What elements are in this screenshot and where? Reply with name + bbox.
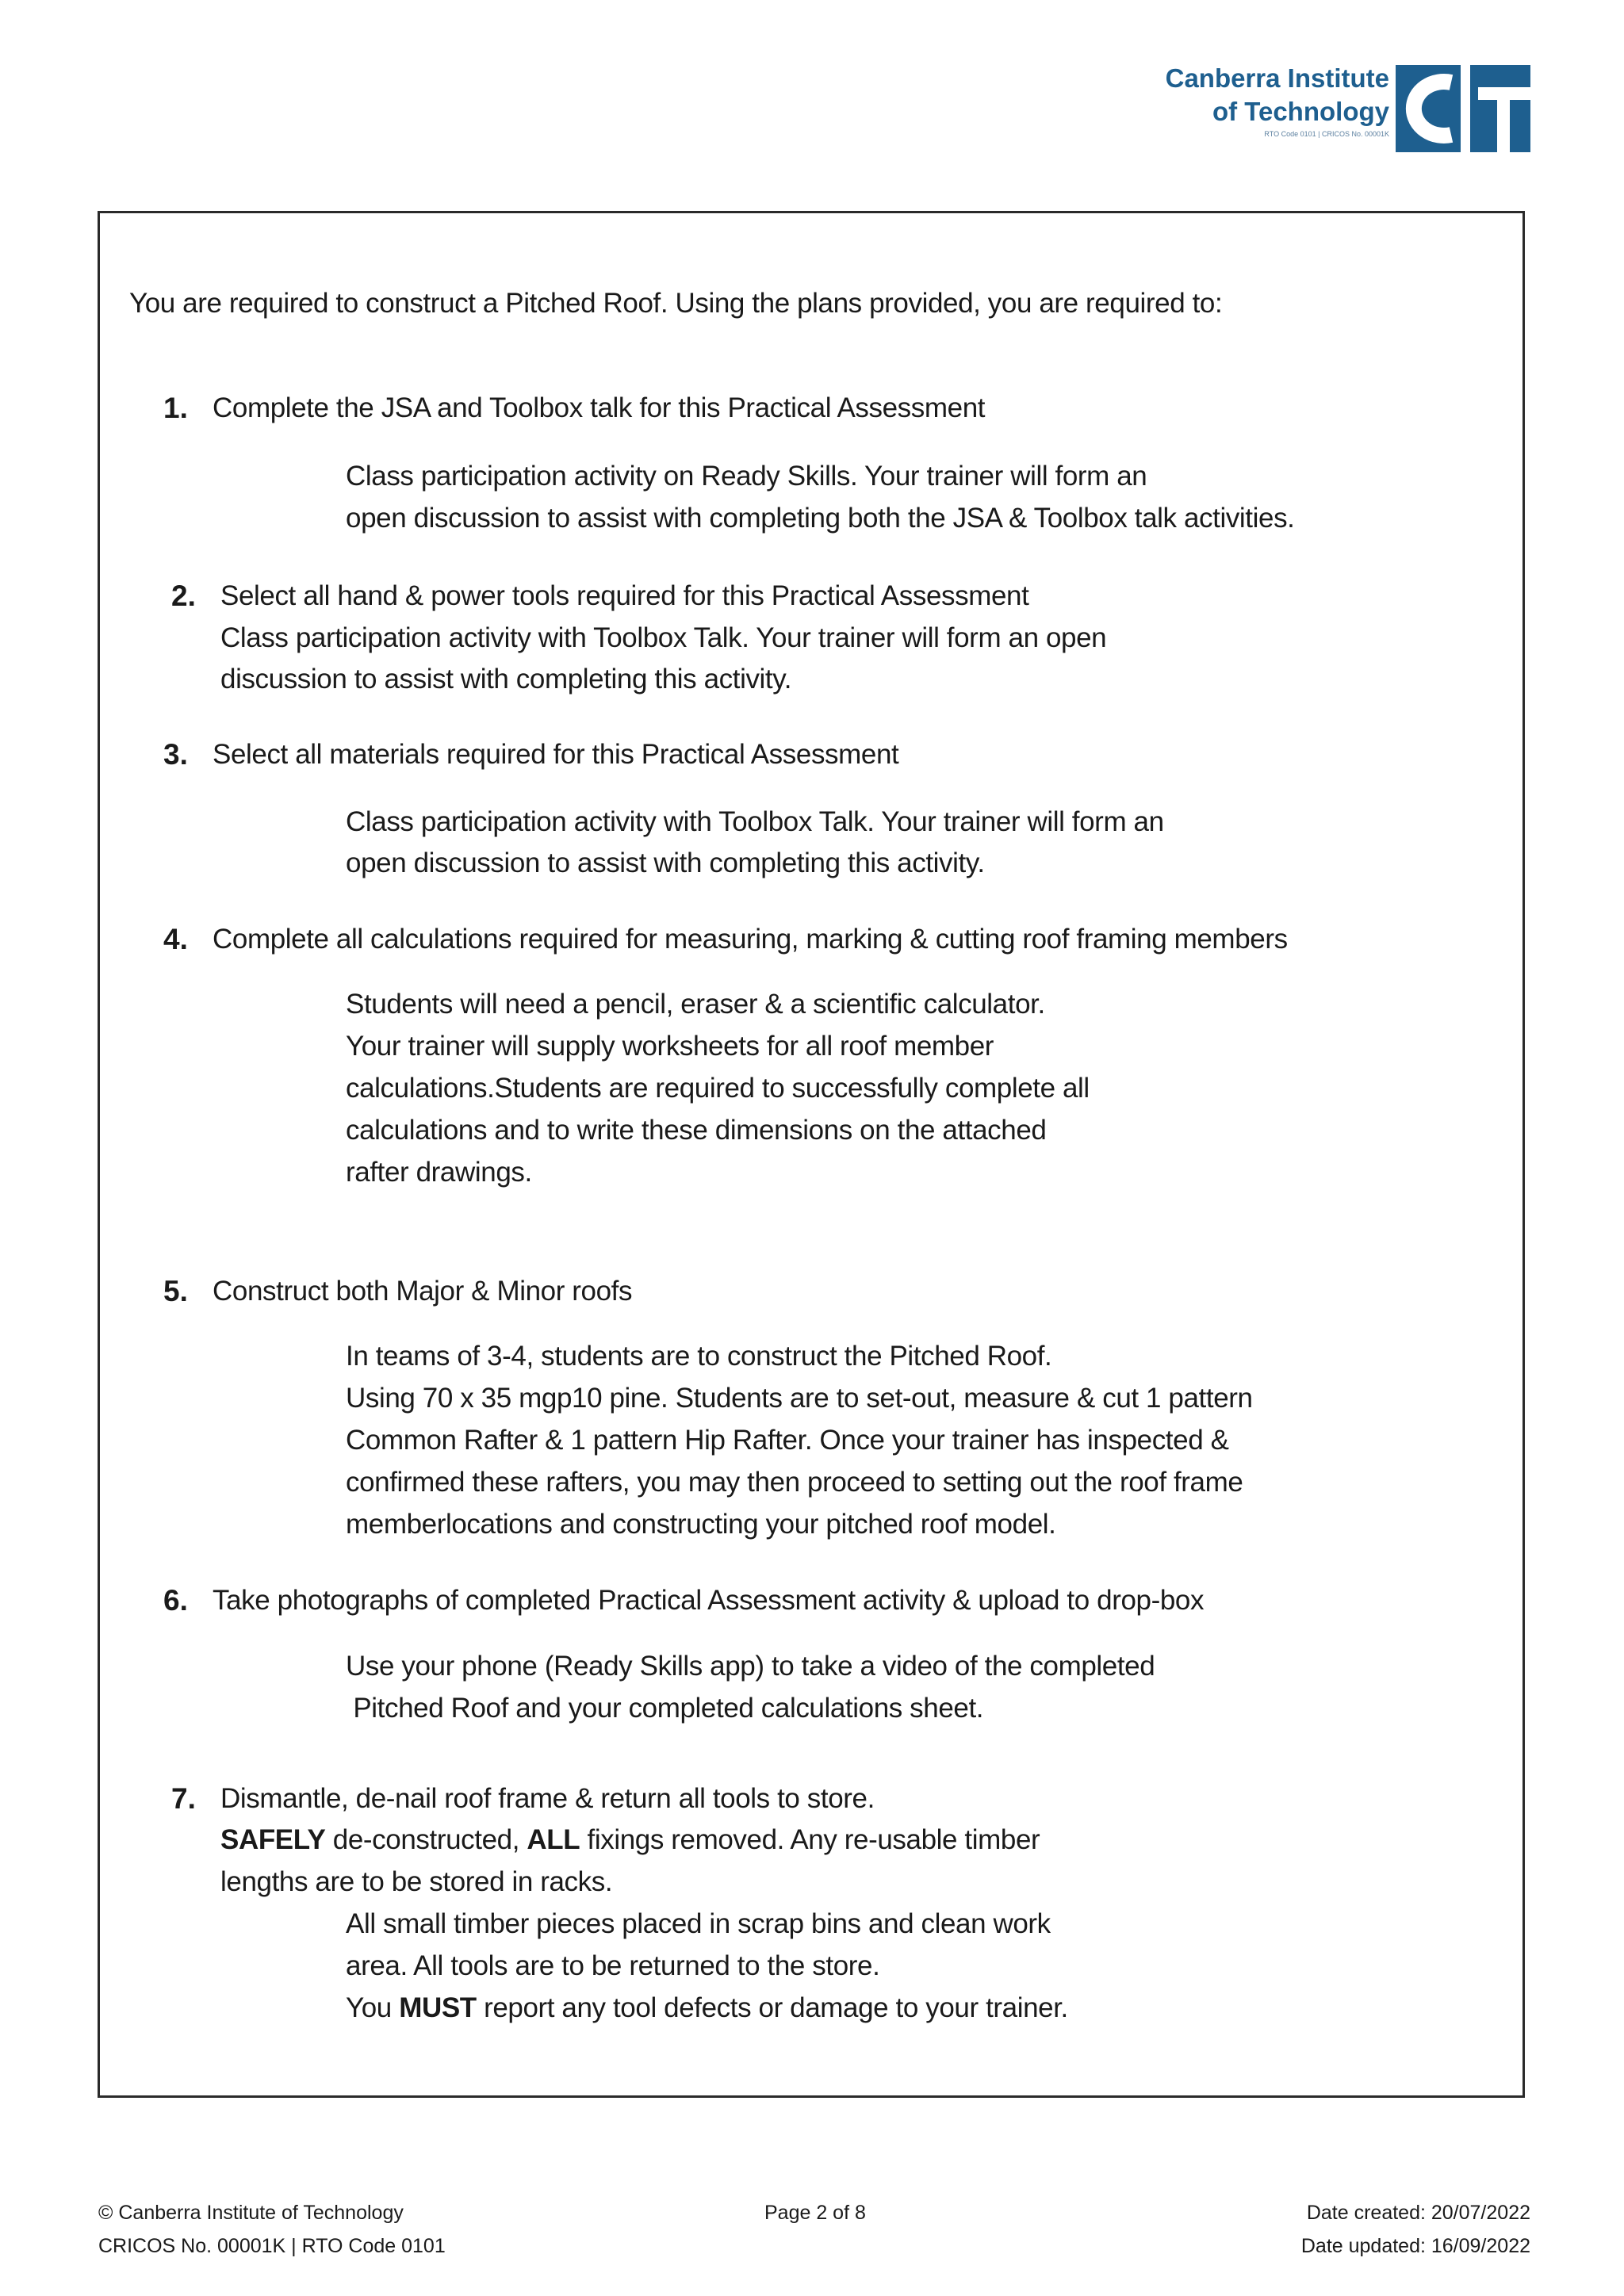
step-2-number: 2. xyxy=(171,580,196,612)
step-4-line-3: calculations.Students are required to successfully complete all xyxy=(346,1073,1090,1104)
step-2-line-1: Class participation activity with Toolbox Talk. Your trainer will form an open xyxy=(220,622,1107,653)
step-2-line-2: discussion to assist with completing this activity. xyxy=(220,664,792,695)
step-7-line-1-text-b: fixings removed. Any re-usable timber xyxy=(580,1824,1040,1855)
step-5-line-4: confirmed these rafters, you may then proceed to setting out the roof frame xyxy=(346,1467,1243,1498)
step-3-line-1: Class participation activity with Toolbox Talk. Your trainer will form an xyxy=(346,806,1164,837)
step-7-line-1 xyxy=(220,1819,1040,1861)
logo-line1: Canberra Institute xyxy=(1165,63,1389,93)
step-6-line-1: Use your phone (Ready Skills app) to take a video of the completed xyxy=(346,1651,1155,1682)
step-1-line-1: Class participation activity on Ready Skills. Your trainer will form an xyxy=(346,461,1147,492)
cit-logo-mark-icon xyxy=(1396,65,1530,152)
logo-codes: RTO Code 0101 | CRICOS No. 00001K xyxy=(1264,130,1389,138)
step-6-line-2: Pitched Roof and your completed calculations sheet. xyxy=(346,1693,984,1724)
footer-date-updated: Date updated: 16/09/2022 xyxy=(1300,2235,1530,2257)
footer-codes: CRICOS No. 00001K | RTO Code 0101 xyxy=(98,2235,446,2257)
step-7-line-3: All small timber pieces placed in scrap bins and clean work xyxy=(346,1908,1051,1939)
must-emphasis: MUST xyxy=(399,1992,477,2023)
step-7-line-1-text-a: de-constructed, xyxy=(325,1824,527,1855)
step-4-number: 4. xyxy=(163,923,188,955)
step-4-line-1: Students will need a pencil, eraser & a scientific calculator. xyxy=(346,989,1045,1020)
step-5-number: 5. xyxy=(163,1275,188,1307)
safely-emphasis: SAFELY xyxy=(220,1824,326,1855)
step-4-line-4: calculations and to write these dimensions on the attached xyxy=(346,1115,1047,1146)
step-7-line-4: area. All tools are to be returned to the store. xyxy=(346,1950,880,1981)
all-emphasis: ALL xyxy=(527,1824,580,1855)
step-5-line-3: Common Rafter & 1 pattern Hip Rafter. Once your trainer has inspected & xyxy=(346,1425,1229,1456)
step-1-line-2: open discussion to assist with completing both the JSA & Toolbox talk activities. xyxy=(346,503,1295,534)
step-5-title: Construct both Major & Minor roofs xyxy=(213,1276,633,1307)
step-7-line-5-post: report any tool defects or damage to your trainer. xyxy=(476,1992,1068,2023)
step-7-line-2: lengths are to be stored in racks. xyxy=(220,1866,613,1897)
step-3-number: 3. xyxy=(163,738,188,771)
step-7-title: Dismantle, de-nail roof frame & return all tools to store. xyxy=(220,1783,875,1814)
footer-page-number: Page 2 of 8 xyxy=(764,2202,866,2224)
footer-date-created: Date created: 20/07/2022 xyxy=(1306,2202,1530,2224)
step-3-line-2: open discussion to assist with completing this activity. xyxy=(346,848,985,878)
step-2-title: Select all hand & power tools required for this Practical Assessment xyxy=(220,580,1029,611)
step-5-line-2: Using 70 x 35 mgp10 pine. Students are to set-out, measure & cut 1 pattern xyxy=(346,1383,1253,1414)
logo-line2: of Technology xyxy=(1212,97,1389,126)
step-6-title: Take photographs of completed Practical Assessment activity & upload to drop-box xyxy=(213,1585,1205,1616)
step-1-title: Complete the JSA and Toolbox talk for this Practical Assessment xyxy=(213,392,986,423)
step-7-line-5 xyxy=(346,1987,1068,2029)
step-7-line-5-pre: You xyxy=(346,1992,400,2023)
step-5-line-1: In teams of 3-4, students are to construct the Pitched Roof. xyxy=(346,1341,1052,1372)
step-5-line-5: memberlocations and constructing your pitched roof model. xyxy=(346,1509,1056,1540)
step-4-title: Complete all calculations required for measuring, marking & cutting roof framing members xyxy=(213,924,1288,955)
step-6-number: 6. xyxy=(163,1584,188,1617)
step-1-number: 1. xyxy=(163,392,188,424)
step-4-line-2: Your trainer will supply worksheets for all roof member xyxy=(346,1031,994,1062)
step-7-number: 7. xyxy=(171,1782,196,1815)
cit-logo xyxy=(1142,57,1530,160)
intro-text: You are required to construct a Pitched Roof. Using the plans provided, you are required to: xyxy=(129,288,1223,319)
step-4-line-5: rafter drawings. xyxy=(346,1157,532,1188)
footer-copyright: © Canberra Institute of Technology xyxy=(98,2202,404,2224)
logo-text xyxy=(1166,62,1389,140)
step-3-title: Select all materials required for this Practical Assessment xyxy=(213,739,899,770)
